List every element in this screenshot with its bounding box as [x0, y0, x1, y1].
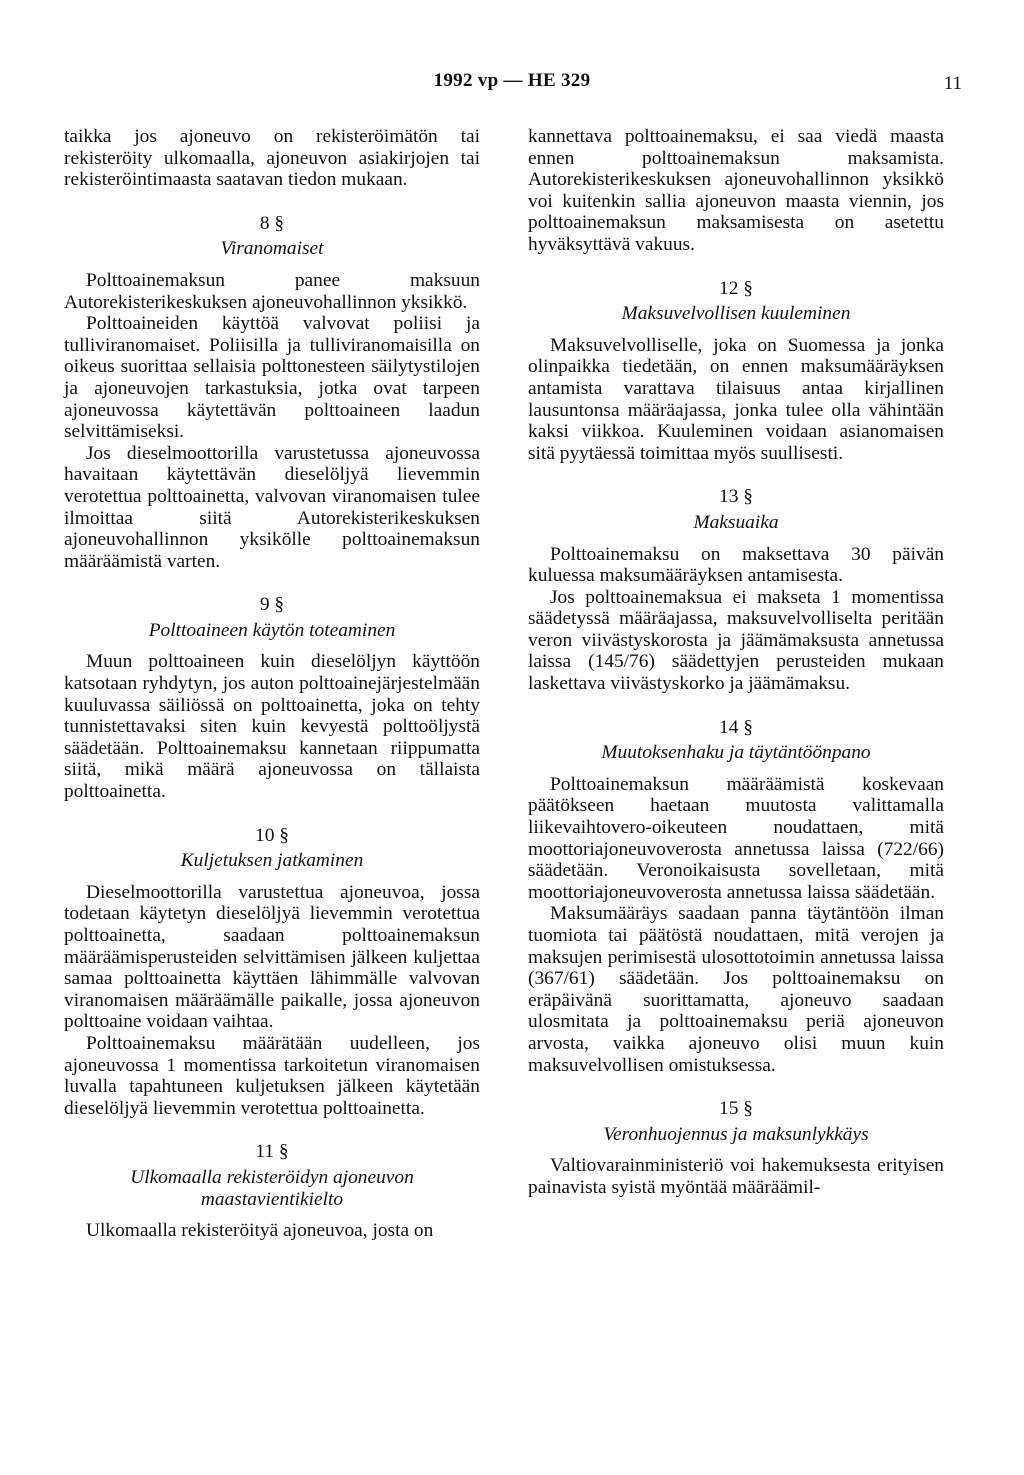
paragraph: Maksumääräys saadaan panna täytäntöön ilman tuomiota tai päätöstä noudattaen, mitä verojen ja maksujen perimisestä ulosottotoimin annetussa laissa (367/61) säädetään. Jos polttoainemaksu on eräpäivänä suorittamatta, ajoneuvo saadaan ulosmitata ja polttoainemaksu periä ajoneuvon arvosta, vaikka ajoneuvo olisi muun kuin maksuvelvollisen omistuksessa.	[528, 903, 944, 1076]
paragraph: Valtiovarainministeriö voi hakemuksesta erityisen painavista syistä myöntää määräämil-	[528, 1155, 944, 1198]
paragraph: Polttoainemaksu on maksettava 30 päivän kuluessa maksumääräyksen antamisesta.	[528, 543, 944, 587]
section-title-12: Maksuvelvollisen kuuleminen	[621, 303, 851, 325]
section-number-12: 12 §	[719, 277, 753, 299]
paragraph: Polttoainemaksun panee maksuun Autorekisterikeskuksen ajoneuvohallinnon yksikkö.	[64, 269, 480, 313]
section-number-9: 9 §	[259, 594, 285, 616]
section-title-14: Muutoksenhaku ja täytäntöönpano	[601, 742, 871, 764]
paragraph: Maksuvelvolliselle, joka on Suomessa ja jonka olinpaikka tiedetään, on ennen maksumääräyksen antamista varattava tilaisuus antaa kirjallinen lausuntonsa määräajassa, jonka tulee olla vähintään kaksi viikkoa. Kuuleminen voidaan asianomaisen sitä pyytäessä toimittaa myös suullisesti.	[528, 334, 944, 464]
section-title-9: Polttoaineen käytön toteaminen	[148, 619, 396, 641]
section-number-15: 15 §	[719, 1098, 753, 1120]
section-title-8: Viranomaiset	[220, 238, 324, 260]
paragraph: kannettava polttoainemaksu, ei saa viedä maasta ennen polttoainemaksun maksamista. Autorekisterikeskuksen ajoneuvohallinnon yksikkö voi kuitenkin sallia ajoneuvon maasta viennin, jos polttoainemaksun maksamisesta on asetettu hyväksyttävä vakuus.	[528, 126, 944, 255]
page-header	[0, 70, 1024, 100]
section-number-13: 13 §	[719, 486, 753, 508]
section-number-8: 8 §	[259, 212, 285, 234]
paragraph: taikka jos ajoneuvo on rekisteröimätön tai rekisteröity ulkomaalla, ajoneuvon asiakirjojen tai rekisteröintimaasta saatavan tiedon mukaan.	[64, 126, 480, 191]
section-title-10: Kuljetuksen jatkaminen	[180, 850, 364, 872]
paragraph: Polttoaineiden käyttöä valvovat poliisi ja tulliviranomaiset. Poliisilla ja tulliviranomaisilla on oikeus suorittaa sellaisia polttonesteen säilytystilojen ja ajoneuvojen tarkastuksia, jotka ovat tarpeen ajoneuvossa käytettävän polttoaineen laadun selvittämiseksi.	[64, 313, 480, 443]
paragraph: Ulkomaalla rekisteröityä ajoneuvoa, josta on	[86, 1220, 434, 1242]
section-number-10: 10 §	[255, 824, 289, 846]
document-reference: 1992 vp — HE 329	[433, 70, 591, 91]
paragraph: Jos dieselmoottorilla varustetussa ajoneuvossa havaitaan käytettävän dieselöljyä lievemmin verotettua polttoainetta, valvovan viranomaisen tulee ilmoittaa siitä Autorekisterikeskuksen ajoneuvohallinnon yksikölle polttoainemaksun määräämistä varten.	[64, 442, 480, 572]
paragraph: Jos polttoainemaksua ei makseta 1 momentissa säädetyssä määräajassa, maksuvelvolliselta peritään veron viivästyskorosta ja jäämämaksusta annetussa laissa (145/76) säädettyjen perusteiden mukaan laskettava viivästyskorko ja jäämämaksu.	[528, 586, 944, 695]
paragraph: Dieselmoottorilla varustettua ajoneuvoa, jossa todetaan käytetyn dieselöljyä lievemmin verotettua polttoainetta, saadaan polttoainemaksun määräämisperusteiden selvittämisen jälkeen kuljettaa samaa polttoainetta käyttäen lähimmälle valvovan viranomaisen määräämälle paikalle, jossa ajoneuvon polttoaine voidaan vaihtaa.	[64, 881, 480, 1033]
left-column	[64, 126, 480, 1242]
section-number-14: 14 §	[719, 716, 753, 738]
section-number-11: 11 §	[255, 1141, 289, 1163]
section-title-13: Maksuaika	[693, 511, 779, 533]
paragraph: Polttoainemaksun määräämistä koskevaan päätökseen haetaan muutosta valittamalla liikevaihtovero-oikeuteen noudattaen, mitä moottoriajoneuvoverosta annetussa laissa (722/66) säädetään. Veronoikaisusta sovelletaan, mitä moottoriajoneuvoverosta annetussa laissa säädetään.	[528, 773, 944, 903]
right-column	[528, 126, 944, 1199]
section-title-15: Veronhuojennus ja maksunlykkäys	[603, 1123, 869, 1145]
page-number: 11	[943, 73, 962, 94]
paragraph: Polttoainemaksu määrätään uudelleen, jos ajoneuvossa 1 momentissa tarkoitetun viranomaisen luvalla tapahtuneen kuljetuksen jälkeen käytetään dieselöljyä lievemmin verotettua polttoainetta.	[64, 1032, 480, 1119]
paragraph: Muun polttoaineen kuin dieselöljyn käyttöön katsotaan ryhdytyn, jos auton polttoainejärjestelmään kuuluvassa säiliössä on polttoainetta, joka on tehty tunnistettavaksi siten kuin kevyestä polttoöljystä säädetään. Polttoainemaksu kannetaan riippumatta siitä, mikä määrä ajoneuvossa on tällaista polttoainetta.	[64, 651, 480, 803]
section-title-11: Ulkomaalla rekisteröidyn ajoneuvon maastavientikielto	[130, 1166, 414, 1210]
